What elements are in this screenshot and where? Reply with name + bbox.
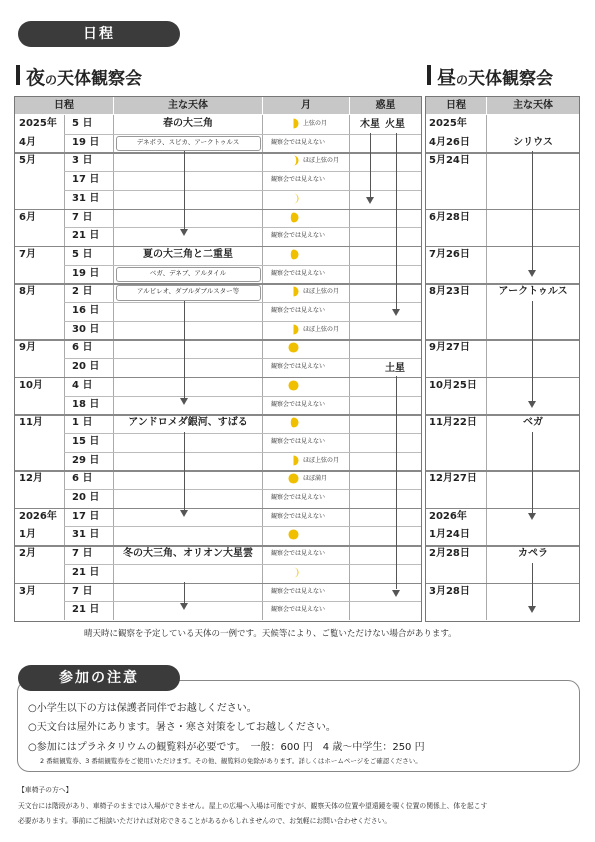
wheelchair-line-2: 必要があります。事前にご相談いただければ対応できることがあるかもしれませんので、お気軽にお問い合わせください。 [18,817,392,825]
night-day: 19 日 [72,267,100,279]
night-month: 3月 [19,585,36,597]
night-row-divider [64,358,421,359]
night-day: 31 日 [72,192,100,204]
night-month: 4月 [19,136,36,148]
day-date: 11月22日 [429,417,477,429]
moon-note: 観察会では見えない [271,138,326,146]
night-month: 2026年 [19,510,57,522]
night-day: 7 日 [72,548,93,560]
night-day: 7 日 [72,585,93,597]
night-day: 5 日 [72,118,93,129]
moon-note: ほぼ満月 [303,475,328,483]
day-title [437,63,553,90]
moon-phase-icon [288,249,299,260]
night-row-divider [64,227,421,228]
night-month: 2月 [19,548,36,560]
night-day: 3 日 [72,155,93,167]
moon-note: 上弦の月 [303,120,328,127]
moon-note: 観察会では見えない [271,512,326,520]
day-date: 12月27日 [429,473,477,485]
day-date: 2025年 [429,118,467,129]
moon-phase-icon [288,212,299,223]
day-header-objects: 主な天体 [487,97,579,114]
night-object: 春の大三角 [163,118,213,129]
table-note: 晴天時に観察を予定している天体の一例です。天候等により、ご覧いただけない場合があります。 [84,629,457,639]
night-row-divider [64,564,421,565]
moon-phase-icon [288,380,299,391]
moon-note: 観察会では見えない [271,176,326,184]
day-arrow-line [532,151,533,269]
night-day: 6 日 [72,342,93,354]
day-object: アークトゥルス [498,286,568,298]
moon-phase-icon [288,567,299,578]
arrow-line [184,151,185,229]
night-month: 9月 [19,342,36,354]
night-object: 夏の大三角と二重星 [143,248,233,260]
planet-saturn: 土星 [385,363,405,374]
moon-phase-icon [288,286,299,297]
night-title-big: 夜 [26,67,46,89]
notes-title: 参加の注意 [18,665,180,691]
moon-note: 観察会では見えない [271,587,326,595]
moon-note: 観察会では見えない [271,550,326,558]
day-date: 3月28日 [429,585,470,597]
night-row-divider [64,190,421,191]
day-arrow-head-icon [528,513,536,520]
note-guardian: ○小学生以下の方は保護者同伴でお越しください。 [28,703,257,714]
night-day: 18 日 [72,398,100,410]
day-date: 7月26日 [429,248,470,260]
night-header-objects: 主な天体 [114,97,262,114]
moon-note: 観察会では見えない [271,307,326,314]
planet-arrow-head-icon [366,197,374,204]
arrow-head-icon [180,398,188,405]
moon-phase-icon [288,193,299,204]
night-day: 5 日 [72,248,93,260]
day-arrow-line [532,301,533,401]
night-row-divider [64,526,421,527]
night-row-divider [64,171,421,172]
moon-note: 観察会では見えない [271,363,326,371]
night-day: 6 日 [72,473,93,485]
night-month: 1月 [19,529,36,541]
day-title-rest: 天体観察会 [468,69,554,89]
day-arrow-head-icon [528,270,536,277]
day-header-date: 日程 [426,97,486,114]
day-date: 9月27日 [429,342,470,354]
arrow-head-icon [180,229,188,236]
moon-note: ほぼ上弦の月 [303,325,340,333]
night-day: 31 日 [72,529,100,541]
day-arrow-line [532,563,533,606]
night-month: 10月 [19,379,43,391]
moon-phase-icon [288,473,299,484]
moon-note: 観察会では見えない [271,269,326,277]
moon-note: 観察会では見えない [271,437,326,445]
day-title-bar [427,65,431,85]
night-row-divider [64,396,421,397]
moon-note: 観察会では見えない [271,232,326,240]
night-month: 2025年 [19,118,57,129]
moon-phase-icon [288,417,299,428]
note-fee: ○参加にはプラネタリウムの観覧料が必要です。 一般：600 円 4 歳～中学生：250 円 [28,742,425,753]
night-object-sub: アルビレオ、ダブルダブルスター等 [136,287,240,296]
night-month: 11月 [19,417,43,429]
day-date: 8月23日 [429,286,470,298]
night-row-divider [64,489,421,490]
planet-arrow-line [396,376,397,590]
night-title-small: の [45,73,58,87]
night-title [26,63,142,90]
night-day: 16 日 [72,305,100,316]
night-day: 20 日 [72,492,100,503]
night-day: 19 日 [72,136,100,148]
night-title-rest: 天体観察会 [57,69,143,89]
moon-phase-icon [288,529,299,540]
moon-phase-icon [288,155,299,166]
day-date: 4月26日 [429,136,470,148]
night-header-date: 日程 [15,97,113,114]
night-day: 21 日 [72,604,100,616]
night-day: 15 日 [72,435,100,447]
planet-jupiter: 木星 [360,119,380,130]
day-date: 2月28日 [429,548,470,560]
wheelchair-title: 【車椅子の方へ】 [18,786,73,794]
day-title-small: の [456,73,469,87]
moon-phase-icon [288,324,299,335]
night-header-moon: 月 [263,97,349,114]
day-date: 5月24日 [429,155,470,167]
moon-note: ほぼ上弦の月 [303,288,340,296]
night-object: 冬の大三角、オリオン大星雲 [123,548,253,560]
wheelchair-line-1: 天文台には階段があり、車椅子のままでは入場ができません。屋上の広場へ入場は可能ですが、観察天体の位置や望遠鏡を覗く位置の関係上、体を起こす [18,802,488,810]
night-month: 8月 [19,286,36,298]
planet-arrow-line [396,133,397,309]
day-arrow-head-icon [528,606,536,613]
moon-note: 観察会では見えない [271,606,326,614]
night-title-bar [16,65,20,85]
night-day: 30 日 [72,323,100,335]
moon-note: 観察会では見えない [271,400,326,408]
planet-arrow-head-icon [392,309,400,316]
note-outdoor: ○天文台は屋外にあります。暑さ・寒さ対策をしてお越しください。 [28,722,336,733]
planet-arrow-head-icon [392,590,400,597]
moon-phase-icon [288,455,299,466]
note-tickets: 2 番組観覧券、3 番組観覧券をご使用いただけます。その他、観覧料の免除があります。詳しくはホームページをご確認ください。 [40,757,422,765]
day-title-big: 昼 [437,67,457,89]
planet-arrow-line [370,133,371,197]
night-day: 29 日 [72,454,100,466]
night-day: 21 日 [72,566,100,578]
night-month: 7月 [19,248,36,260]
arrow-head-icon [180,603,188,610]
day-object: ベガ [523,417,543,429]
arrow-line [184,301,185,398]
moon-phase-icon [288,118,299,129]
day-arrow-line [532,432,533,513]
night-object-sub: デネボラ、スピカ、アークトゥルス [136,137,240,146]
night-row-divider [64,433,421,434]
day-date: 6月28日 [429,211,470,223]
night-day: 20 日 [72,361,100,373]
night-day: 4 日 [72,379,93,391]
arrow-line [184,582,185,604]
moon-phase-icon [288,342,299,353]
night-day: 21 日 [72,230,100,242]
night-day: 7 日 [72,211,93,223]
night-row-divider [64,321,421,322]
arrow-line [184,432,185,510]
night-day: 2 日 [72,286,93,298]
moon-note: ほぼ上弦の月 [303,157,340,165]
night-object: アンドロメダ銀河、すばる [128,417,248,429]
planet-mars: 火星 [385,119,405,130]
day-object: カペラ [518,548,548,560]
night-header-planets: 惑星 [350,97,421,114]
day-arrow-head-icon [528,401,536,408]
arrow-head-icon [180,510,188,517]
night-day: 17 日 [72,174,100,186]
night-day: 17 日 [72,510,100,522]
night-day: 1 日 [72,417,93,429]
day-date: 10月25日 [429,379,477,391]
night-row-divider [64,452,421,453]
day-date: 1月24日 [429,529,470,541]
night-row-divider [64,302,421,303]
moon-note: 観察会では見えない [271,494,326,501]
day-date: 2026年 [429,510,467,522]
night-object-sub: ベガ、デネブ、アルタイル [149,268,227,277]
day-object: シリウス [513,136,553,148]
schedule-title: 日程 [18,21,180,47]
night-month: 5月 [19,155,36,167]
moon-note: ほぼ上弦の月 [303,456,340,464]
night-row-divider [64,601,421,602]
night-month: 12月 [19,473,43,485]
night-month: 6月 [19,211,36,223]
